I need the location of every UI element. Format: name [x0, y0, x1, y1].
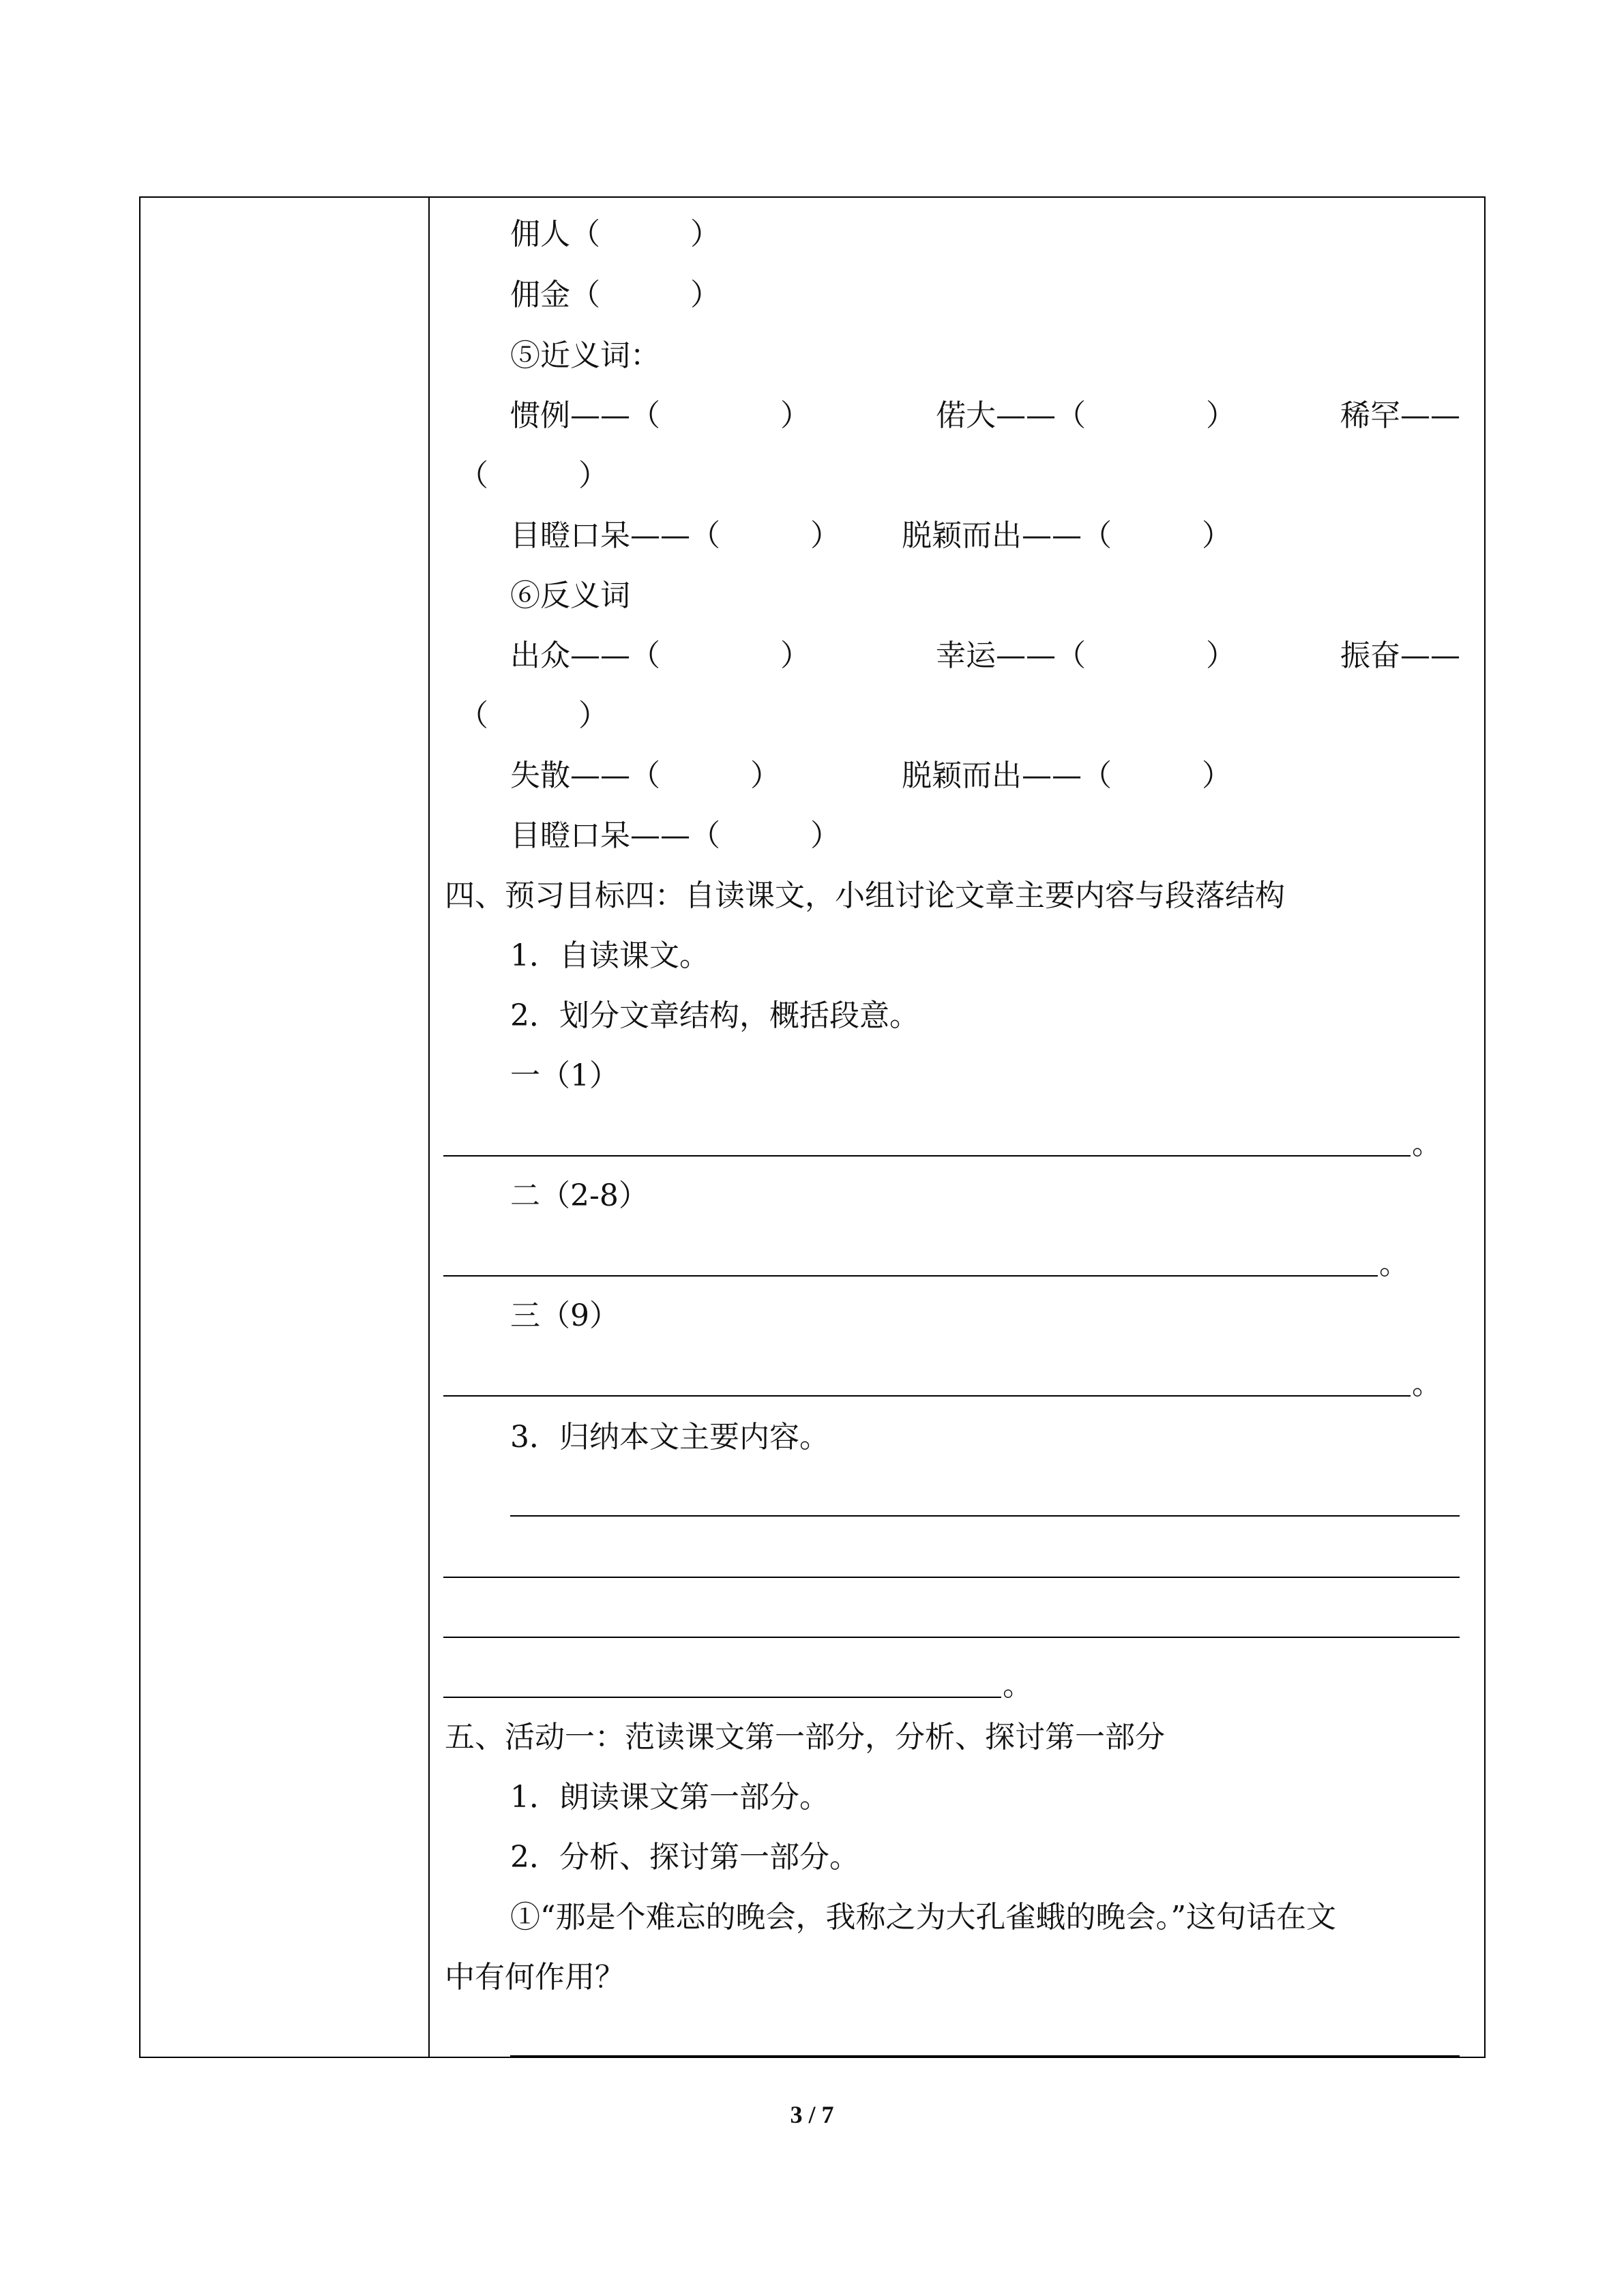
page-number: 3 / 7 [790, 2101, 834, 2128]
synonym-xihan: 稀罕—— [1340, 398, 1460, 433]
antonyms-heading: ⑥反义词 [510, 578, 630, 613]
section4-item3: 3．归纳本文主要内容。 [510, 1420, 829, 1455]
synonym-mudengkoudai: 目瞪口呆——（ ） [510, 518, 840, 553]
synonyms-heading: ⑤近义词： [510, 338, 660, 373]
summary-answer-line-4[interactable] [443, 1697, 1001, 1698]
question-answer-line[interactable] [510, 2055, 1460, 2057]
section4-item2: 2．划分文章结构，概括段意。 [510, 998, 919, 1033]
summary-period: 。 [1003, 1668, 1033, 1703]
section5-question-line1: ①“那是个难忘的晚会，我称之为大孔雀蛾的晚会。”这句话在文 [510, 1900, 1336, 1935]
section5-item2: 2．分析、探讨第一部分。 [510, 1840, 859, 1875]
part2-label: 二（2-8） [510, 1178, 649, 1213]
part3-label: 三（9） [510, 1298, 619, 1333]
part1-answer-line[interactable] [443, 1155, 1411, 1157]
summary-answer-line-1[interactable] [510, 1515, 1460, 1517]
antonym-shisan: 失散——（ ） [510, 758, 780, 793]
part2-period: 。 [1379, 1247, 1409, 1281]
synonym-tuoyingerchu: 脱颖而出——（ ） [902, 518, 1232, 553]
section4-item1: 1．自读课文。 [510, 938, 709, 973]
section5-question-line2: 中有何作用？ [445, 1960, 625, 1995]
antonym-xingyun: 幸运——（ ） [936, 638, 1236, 673]
summary-answer-line-2[interactable] [443, 1577, 1460, 1578]
part2-answer-line[interactable] [443, 1275, 1378, 1277]
summary-answer-line-3[interactable] [443, 1637, 1460, 1638]
part3-answer-line[interactable] [443, 1395, 1411, 1397]
section5-heading: 五、活动一：范读课文第一部分，分析、探讨第一部分 [445, 1720, 1165, 1755]
yongren-line: 佣人（ ） [510, 217, 720, 252]
section5-item1: 1．朗读课文第一部分。 [510, 1780, 829, 1815]
part1-period: 。 [1412, 1127, 1442, 1161]
antonym-tuoyingerchu: 脱颖而出——（ ） [902, 758, 1232, 793]
antonym-chuzhong: 出众——（ ） [510, 638, 810, 673]
part3-period: 。 [1412, 1367, 1442, 1401]
part1-label: 一（1） [510, 1058, 619, 1093]
synonym-xihan-blank: （ ） [458, 458, 608, 493]
antonym-zhenfen-blank: （ ） [458, 698, 608, 733]
synonym-ruoda: 偌大——（ ） [936, 398, 1236, 433]
antonym-zhenfen: 振奋—— [1340, 638, 1460, 673]
table-column-divider [428, 196, 430, 2058]
section4-heading: 四、预习目标四：自读课文，小组讨论文章主要内容与段落结构 [445, 878, 1285, 913]
yongjin-line: 佣金（ ） [510, 278, 720, 312]
synonym-guanli: 惯例——（ ） [510, 398, 810, 433]
antonym-mudengkoudai: 目瞪口呆——（ ） [510, 818, 840, 853]
